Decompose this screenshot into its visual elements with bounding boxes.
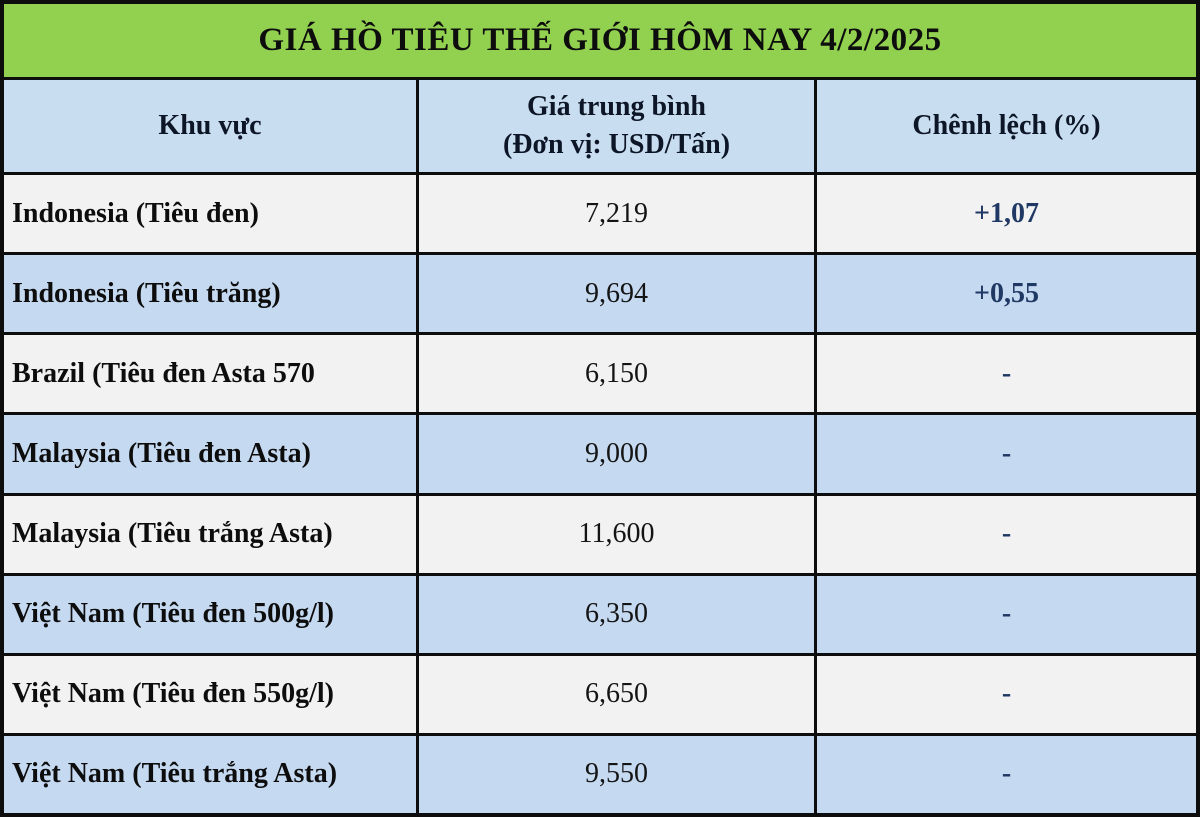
table-row-region: Malaysia (Tiêu đen Asta): [4, 415, 416, 492]
table-row-change: -: [817, 736, 1196, 813]
column-header-price-line2: (Đơn vị: USD/Tấn): [502, 129, 731, 160]
table-row-price: 6,150: [419, 335, 814, 412]
table-row-change: -: [817, 496, 1196, 573]
table-row-region: Indonesia (Tiêu trăng): [4, 255, 416, 332]
table-row-region: Indonesia (Tiêu đen): [4, 175, 416, 252]
column-header-change: Chênh lệch (%): [817, 80, 1196, 172]
table-row-price: 7,219: [419, 175, 814, 252]
column-header-region: Khu vực: [4, 80, 416, 172]
table-row-region: Malaysia (Tiêu trắng Asta): [4, 496, 416, 573]
table-row-change: -: [817, 415, 1196, 492]
table-row-change: -: [817, 656, 1196, 733]
table-row-change: +1,07: [817, 175, 1196, 252]
column-header-price-line1: Giá trung bình: [527, 91, 706, 123]
table-row-region: Brazil (Tiêu đen Asta 570: [4, 335, 416, 412]
column-header-price: [419, 80, 814, 172]
table-row-price: 9,550: [419, 736, 814, 813]
table-row-price: 6,650: [419, 656, 814, 733]
table-row-price: 6,350: [419, 576, 814, 653]
table-row-change: -: [817, 335, 1196, 412]
table-row-region: Việt Nam (Tiêu trắng Asta): [4, 736, 416, 813]
table-title: GIÁ HỒ TIÊU THẾ GIỚI HÔM NAY 4/2/2025: [4, 4, 1196, 77]
table-row-price: 9,000: [419, 415, 814, 492]
table-row-change: +0,55: [817, 255, 1196, 332]
table-row-region: Việt Nam (Tiêu đen 550g/l): [4, 656, 416, 733]
table-row-change: -: [817, 576, 1196, 653]
table-row-price: 9,694: [419, 255, 814, 332]
table-row-price: 11,600: [419, 496, 814, 573]
table-row-region: Việt Nam (Tiêu đen 500g/l): [4, 576, 416, 653]
